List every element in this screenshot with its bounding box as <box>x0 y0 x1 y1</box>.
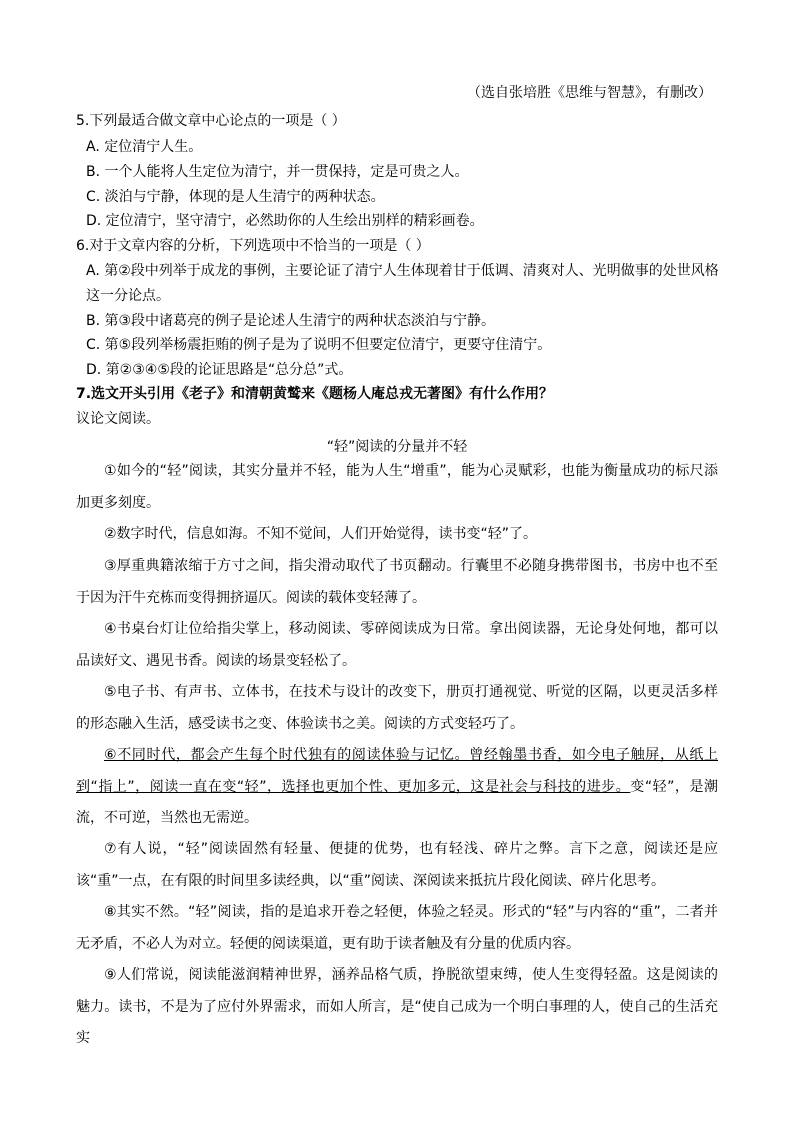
section-label: 议论文阅读。 <box>76 411 160 427</box>
paragraph-8: ⑧其实不然。“轻”阅读，指的是追求开卷之轻便，体验之轻灵。形式的“轻”与内容的“重”，二者并无矛盾，不必人为对立。轻便的阅读渠道，更有助于读者触及有分量的优质内容。 <box>76 904 718 952</box>
question-7-stem: 7.选文开头引用《老子》和清朝黄鹫来《题杨人庵总戎无著图》有什么作用？ <box>76 386 554 402</box>
paragraph-9: ⑨人们常说，阅读能滋润精神世界，涵养品格气质，挣脱欲望束缚，使人生变得轻盈。这是阅读的魅力。读书，不是为了应付外界需求，而如人所言，是“使自己成为一个明白事理的人，使自己的生活充实 <box>76 967 718 1046</box>
question-6-option-b: B. 第③段中诸葛亮的例子是论述人生清宁的两种状态淡泊与宁静。 <box>86 313 496 329</box>
question-5-option-b: B. 一个人能将人生定位为清宁，并一贯保持，定是可贵之人。 <box>86 164 469 180</box>
question-6-option-c: C. 第⑤段列举杨震拒贿的例子是为了说明不但要定位清宁，更要守住清宁。 <box>86 337 552 353</box>
question-6-option-a: A. 第②段中列举于成龙的事例，主要论证了清宁人生体现着甘于低调、清爽对人、光明做事的处世风格 <box>86 263 719 279</box>
question-6-stem: 6.对于文章内容的分析，下列选项中不恰当的一项是（ ） <box>76 238 430 254</box>
source-citation: （选自张培胜《思维与智慧》，有删改） <box>467 85 712 101</box>
paragraph-5: ⑤电子书、有声书、立体书，在技术与设计的改变下，册页打通视觉、听觉的区隔，以更灵活多样的形态融入生活，感受读书之变、体验读书之美。阅读的方式变轻巧了。 <box>76 684 718 732</box>
question-6-option-a-cont: 这一分论点。 <box>86 288 170 304</box>
question-5-stem: 5.下列最适合做文章中心论点的一项是（ ） <box>76 113 346 129</box>
question-5-option-d: D. 定位清宁，坚守清宁，必然助你的人生绘出别样的精彩画卷。 <box>86 213 484 229</box>
article-title: “轻”阅读的分量并不轻 <box>326 439 468 455</box>
paragraph-1: ①如今的“轻”阅读，其实分量并不轻，能为人生“增重”，能为心灵赋彩，也能为衡量成功的标尺添加更多刻度。 <box>76 463 718 511</box>
paragraph-6-rest: 变“轻”，是潮流，不可逆，当然也无需逆。 <box>76 778 718 826</box>
question-6-option-d: D. 第②③④⑤段的论证思路是“总分总”式。 <box>86 362 353 378</box>
question-5-option-c: C. 淡泊与宁静，体现的是人生清宁的两种状态。 <box>86 189 385 205</box>
paragraph-6-underlined: ⑥不同时代，都会产生每个时代独有的阅读体验与记忆。曾经翰墨书香，如今电子触屏，从纸上到“指上”，阅读一直在变“轻”，选择也更加个性、更加多元，这是社会与科技的进步。 <box>76 747 718 795</box>
question-5-option-a: A. 定位清宁人生。 <box>86 139 203 155</box>
paragraph-3: ③厚重典籍浓缩于方寸之间，指尖滑动取代了书页翻动。行囊里不必随身携带图书，书房中也不至于因为汗牛充栋而变得拥挤逼仄。阅读的载体变轻薄了。 <box>76 558 718 606</box>
paragraph-2: ②数字时代，信息如海。不知不觉间，人们开始觉得，读书变“轻”了。 <box>104 526 538 542</box>
paragraph-6 <box>76 740 718 835</box>
paragraph-7: ⑦有人说，“轻”阅读固然有轻量、便捷的优势，也有轻浅、碎片之弊。言下之意，阅读还是应该“重”一点，在有限的时间里多读经典，以“重”阅读、深阅读来抵抗片段化阅读、碎片化思考。 <box>76 841 718 889</box>
paragraph-4: ④书桌台灯让位给指尖掌上，移动阅读、零碎阅读成为日常。拿出阅读器，无论身处何地，都可以品读好文、遇见书香。阅读的场景变轻松了。 <box>76 621 718 669</box>
